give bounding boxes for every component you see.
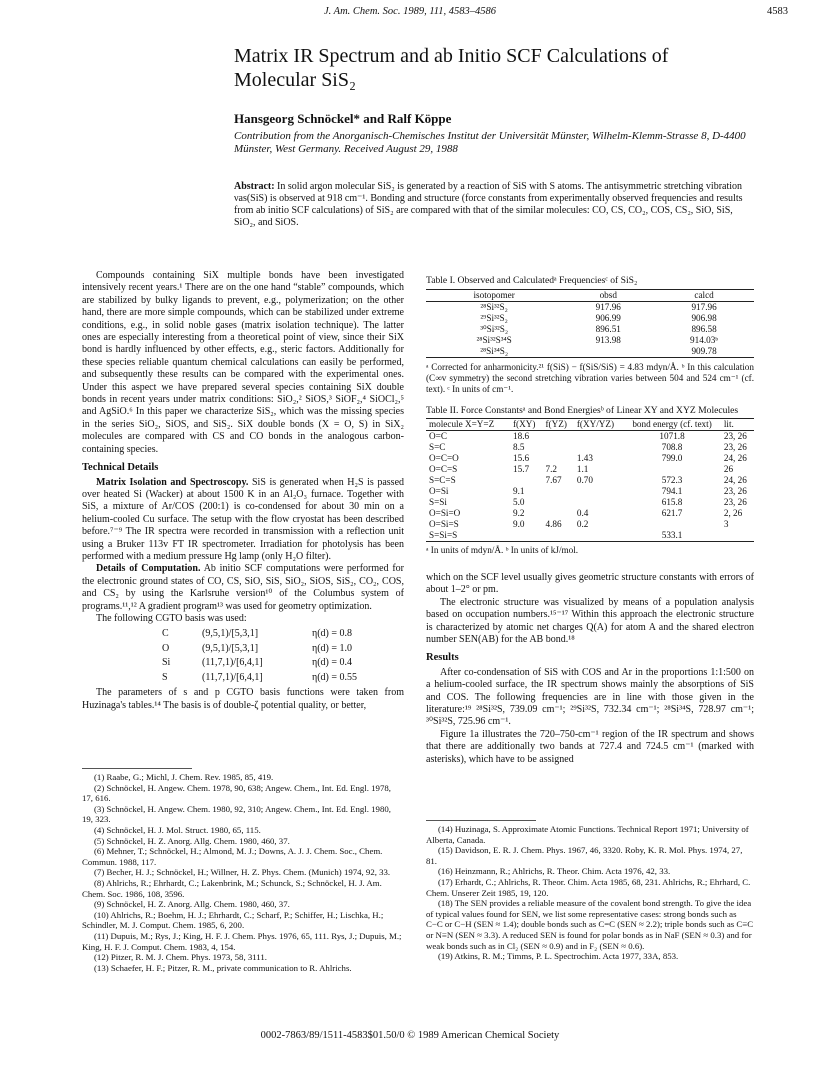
table-cell — [574, 442, 623, 453]
basis-eta: η(d) = 0.55 — [312, 671, 358, 683]
table-row — [426, 464, 754, 475]
basis-element: C — [162, 628, 169, 640]
table-cell — [543, 508, 574, 519]
table-header: isotopomer — [473, 289, 515, 300]
table-row — [426, 475, 754, 486]
table-row — [426, 431, 754, 443]
table-cell: S=C=S — [429, 475, 456, 485]
table-cell: 0.70 — [576, 475, 593, 485]
page-number: 4583 — [767, 6, 788, 17]
table-cell — [543, 431, 574, 443]
table-cell: S=Si=S — [429, 530, 458, 540]
table-cell: 708.8 — [661, 442, 683, 452]
basis-set: (11,7,1)/[6,4,1] — [202, 671, 263, 683]
basis-eta: η(d) = 0.8 — [312, 628, 353, 640]
table-cell: 26 — [723, 464, 734, 474]
table-row — [426, 508, 754, 519]
reference: (16) Heinzmann, R.; Ahlrichs, R. Theor. Chim. Acta 1976, 42, 33. — [438, 866, 671, 877]
table-row — [426, 519, 754, 530]
table-cell: 9.1 — [513, 486, 525, 496]
table-row — [426, 530, 754, 542]
reference: (9) Schnöckel, H. Z. Anorg. Allg. Chem. 1980, 460, 37. — [94, 899, 290, 910]
table-row — [426, 442, 754, 453]
table-header: f(YZ) — [545, 419, 567, 429]
basis-eta: η(d) = 1.0 — [312, 642, 353, 654]
basis-element: Si — [162, 657, 171, 669]
table-row — [426, 301, 754, 313]
table-cell: O=C=O — [429, 453, 459, 463]
table-cell: 917.96 — [595, 301, 621, 312]
matrix-label: Matrix Isolation and Spectroscopy. — [96, 476, 249, 488]
table-cell: ³⁰Si³²S₂ — [480, 323, 509, 334]
table-cell: O=C=S — [429, 464, 458, 474]
abstract-label: Abstract: — [234, 181, 275, 192]
matrix-paragraph — [82, 477, 404, 564]
results-heading: Results — [426, 652, 459, 664]
table-cell: 913.98 — [595, 334, 621, 345]
reference: (8) Ahlrichs, R.; Ehrhardt, C.; Lakenbrink, M.; Schunck, S.; Schnöckel, H. J. Am. Chem. Soc. 1986, 108, 3596. — [82, 877, 382, 899]
reference: (11) Dupuis, M.; Rys, J.; King, H. F. J. Chem. Phys. 1976, 65, 111. Rys, J.; Dupuis, M.; King, H. F. J. Comput. Chem. 1983, 4, 154. — [82, 930, 402, 952]
table-cell: 24, 26 — [723, 475, 747, 485]
reference: (3) Schnöckel, H. Angew. Chem. 1980, 92, 310; Angew. Chem., Int. Ed. Engl. 1980, 19, 323. — [82, 803, 391, 825]
table-cell: 3 — [723, 519, 729, 529]
table-cell: 7.2 — [545, 464, 557, 474]
computation-paragraph — [82, 563, 404, 613]
table-cell — [623, 519, 721, 530]
table-row — [426, 313, 754, 324]
basis-eta: η(d) = 0.4 — [312, 657, 353, 669]
table-cell: 896.51 — [595, 323, 621, 334]
reference: (5) Schnöckel, H. Z. Anorg. Allg. Chem. 1980, 460, 37. — [94, 835, 290, 846]
table2-footnote: ᵃ In units of mdyn/Å. ᵇ In units of kJ/mol. — [426, 545, 579, 555]
table1-caption: Table I. Observed and Calculatedᵃ Frequenciesᶜ of SiS₂ — [426, 275, 638, 286]
table-cell — [574, 431, 623, 443]
table-cell: 8.5 — [513, 442, 525, 452]
table-cell: 7.67 — [545, 475, 562, 485]
table-cell: 5.0 — [513, 497, 525, 507]
table-cell: 572.3 — [661, 475, 683, 485]
reference: (12) Pitzer, R. M. J. Chem. Phys. 1973, 58, 3111. — [94, 952, 267, 963]
table-cell: 0.2 — [576, 519, 589, 529]
table-cell: 23, 26 — [723, 442, 747, 452]
affiliation: Contribution from the Anorganisch-Chemisches Institut der Universität Münster, Wilhelm-Klemm-Strasse 8, D-4400 Münster, West Germany. Received August 29, 1988 — [234, 130, 746, 155]
table-row — [426, 346, 754, 358]
table-cell: O=C — [429, 431, 447, 441]
table-cell: 23, 26 — [723, 497, 747, 507]
table-cell: 9.0 — [513, 519, 525, 529]
references-left — [82, 772, 404, 973]
results-paragraph-2: Figure 1a illustrates the 720–750-cm⁻¹ region of the IR spectrum and shows that there are additionally two bands at 727.4 and 724.5 cm⁻¹ (marked with asterisks), which have to be assigned — [426, 728, 754, 765]
authors: Hansgeorg Schnöckel* and Ralf Köppe — [234, 111, 452, 126]
reference: (14) Huzinaga, S. Approximate Atomic Functions. Technical Report 1971; University of Alberta, Canada. — [426, 824, 749, 845]
running-header: J. Am. Chem. Soc. 1989, 111, 4583–4586 — [323, 6, 497, 17]
footnote-rule-left — [82, 768, 192, 769]
table-cell — [543, 486, 574, 497]
table-cell — [510, 530, 543, 542]
table-cell: ²⁹Si³²S₂ — [480, 312, 508, 323]
table-cell: 9.2 — [513, 508, 525, 518]
table-header-row — [426, 289, 754, 301]
table-cell: O=Si=S — [429, 519, 459, 529]
reference: (10) Ahlrichs, R.; Boehm, H. J.; Ehrhardt, C.; Scharf, P.; Schiffer, H.; Lischka, H.; Schindler, M. J. Comput. Chem. 1985, 6, 200. — [82, 909, 384, 931]
results-paragraph-1: After co-condensation of SiS with COS and Ar in the proportions 1:1:500 on a helium-cooled surface, the IR spectrum shows mainly the absorptions of SiS and COS. The following frequencies are in line with those given in the literature:¹⁹ ²⁸Si³²S, 739.09 cm⁻¹; ²⁹Si³²S, 732.34 cm⁻¹; ²⁸Si³⁴S, 728.97 cm⁻¹; ³⁰Si³²S, 725.96 cm⁻¹. — [426, 666, 754, 728]
reference: (17) Erhardt, C.; Ahlrichs, R. Theor. Chim. Acta 1985, 68, 231. Ahlrichs, R.; Ehrhard, C. Chem. Unserer Zeit 1985, 19, 120. — [426, 876, 751, 898]
basis-set: (9,5,1)/[5,3,1] — [202, 642, 259, 654]
table-cell: 15.7 — [513, 464, 530, 474]
table-header: calcd — [694, 289, 714, 300]
table-cell: 1071.8 — [659, 431, 685, 441]
table-cell: 917.96 — [691, 301, 717, 312]
table-cell — [510, 475, 543, 486]
reference: (19) Atkins, R. M.; Timms, P. L. Spectrochim. Acta 1977, 33A, 853. — [438, 951, 679, 962]
table-cell: 0.4 — [576, 508, 589, 518]
technical-details-heading: Technical Details — [82, 462, 159, 474]
table-cell: 615.8 — [661, 497, 683, 507]
reference: (7) Becher, H. J.; Schnöckel, H.; Willner, H. Z. Phys. Chem. (Munich) 1974, 92, 33. — [94, 867, 391, 878]
table-cell — [574, 530, 623, 542]
article-title: Matrix IR Spectrum and ab Initio SCF Calculations of Molecular SiS₂ — [234, 45, 669, 91]
table-cell: 1.43 — [576, 453, 593, 463]
table-cell — [543, 442, 574, 453]
table1 — [426, 289, 754, 358]
table-cell: ²⁸Si³²S³⁴S — [476, 334, 512, 345]
reference: (6) Mehner, T.; Schnöckel, H.; Almond, M. J.; Downs, A. J. J. Chem. Soc., Chem. Commun. 1988, 117. — [82, 846, 383, 867]
basis-after: The parameters of s and p CGTO basis functions were taken from Huzinaga's tables.¹⁴ The basis is of double-ζ potential quality, or better, — [82, 687, 404, 711]
table-cell — [721, 530, 754, 542]
table-cell — [562, 346, 654, 358]
table-cell: 799.0 — [661, 453, 683, 463]
abstract-text: In solid argon molecular SiS₂ is generated by a reaction of SiS with S atoms. The antisymmetric stretching vibration νas(SiS) is observed at 918 cm⁻¹. Bonding and structure (force constants from experimentally observed frequencies and results from ab initio SCF calculations) of SiS₂ are compared with that of the similar molecules: CO, CS, CO₂, COS, CS₂, SiO, SiS, SiO₂, and SiOS. — [234, 181, 743, 228]
basis-set: (11,7,1)/[6,4,1] — [202, 657, 263, 669]
left-column — [82, 270, 404, 712]
table-header: obsd — [599, 289, 617, 300]
table-header: lit. — [723, 419, 734, 429]
table-cell: 909.78 — [691, 345, 717, 356]
table-cell: 906.99 — [595, 312, 621, 323]
table-header: f(XY/YZ) — [576, 419, 615, 429]
table-cell: O=Si — [429, 486, 449, 496]
electronic-paragraph: The electronic structure was visualized by means of a population analysis based on occupation numbers.¹⁵⁻¹⁷ Within this approach the electronic structure is characterized by atomic net charges Q(A) for atom A and the shared electron number SEN(AB) for the AB bond.¹⁸ — [426, 596, 754, 646]
reference: (13) Schaefer, H. F.; Pitzer, R. M., private communication to R. Ahlrichs. — [94, 962, 352, 973]
table-header-row — [426, 419, 754, 431]
table-header: bond energy (cf. text) — [632, 419, 712, 429]
table-cell — [574, 497, 623, 508]
basis-list — [162, 627, 404, 685]
table-row — [426, 453, 754, 464]
table-cell: 896.58 — [691, 323, 717, 334]
right-column — [426, 275, 754, 766]
table-cell: ²⁸Si³⁴S₂ — [480, 345, 509, 356]
computation-label: Details of Computation. — [96, 563, 201, 575]
table-cell — [574, 486, 623, 497]
table-cell — [543, 497, 574, 508]
table-cell: 794.1 — [661, 486, 683, 496]
table-cell — [543, 453, 574, 464]
table-cell: 15.6 — [513, 453, 530, 463]
basis-intro: The following CGTO basis was used: — [96, 612, 247, 624]
abstract — [234, 181, 754, 229]
basis-element: S — [162, 671, 168, 683]
table-cell: O=Si=O — [429, 508, 461, 518]
table-header: molecule X=Y=Z — [429, 419, 495, 429]
table-cell: 906.98 — [691, 312, 717, 323]
references-right — [426, 824, 754, 962]
copyright-footer: 0002-7863/89/1511-4583$01.50/0 © 1989 American Chemical Society — [260, 1030, 560, 1041]
reference: (4) Schnöckel, H. J. Mol. Struct. 1980, 65, 115. — [94, 824, 261, 835]
scf-paragraph: which on the SCF level usually gives geometric structure constants with errors of about 1–2° or pm. — [426, 572, 754, 596]
intro-paragraph: Compounds containing SiX multiple bonds have been investigated intensively recent years.¹ There are on the one hand “stable” compounds, which are stabilized by bulky ligands to prevent, e.g., polymerization; on the other hand, there are more simple compounds, which can be stabilized under extreme conditions, e.g., in solid noble gases (matrix isolation technique). The latter ones are especially interesting from a theoretical point of view, since their SiX bond is hardly influenced by other effects, e.g., steric factors. Additionally for these species reliable quantum chemical calculations can easily be performed, and subsequently these results can be compared with the experimental ones. Under this aspect we have prepared several species containing SiX double bonds in recent years under matrix conditions: SiO₂,² SiOS,³ SiOF₂,⁴ SiOCl₂,⁵ and AgSiO.⁶ In this paper we characterize SiS₂, which was the missing species in the series SiO₂, SiOS, and SiS₂. SiX double bonds (X = O, S) in SiX₂ molecules are compared with CS and CO bonds in the analogous carbon-containing species. — [82, 270, 404, 455]
table-cell: 621.7 — [661, 508, 683, 518]
reference: (18) The SEN provides a reliable measure of the covalent bond strength. To give the idea of typical values found for SEN, we list some representative cases: strong bonds such as C−C or C−H (SEN ≈ 1.4); double bonds such as C=C (SEN ≈ 2.2); triple bonds such as C≡C or N≡N (SEN ≈ 3.3). A reduced SEN is found for polar bonds as in NaF (SEN ≈ 0.3) and for weak bonds such as in Cl₂ (SEN ≈ 0.9) and in F₂ (SEN ≈ 0.6). — [426, 898, 754, 951]
computation-text: Ab initio SCF computations were performed for the electronic ground states of CO, CS, SiO, SiS, SiO₂, SiOS, SiS₂, CO₂, COS, and CS₂ by using the Karlsruhe version¹⁰ of the Columbus system of programs.¹¹,¹² A gradient program¹³ was used for geometry optimization. — [82, 563, 404, 612]
table-cell: 24, 26 — [723, 453, 747, 463]
table-row — [426, 497, 754, 508]
reference: (15) Davidson, E. R. J. Chem. Phys. 1967, 46, 3320. Roby, K. R. Mol. Phys. 1974, 27, 81. — [426, 845, 743, 866]
basis-set: (9,5,1)/[5,3,1] — [202, 628, 259, 640]
table-cell: 533.1 — [661, 530, 683, 540]
table-row — [426, 486, 754, 497]
matrix-text: SiS is generated when H₂S is passed over heated Si (Wacker) at about 1500 K in an Al₂O₃ furnace. Together with SiS, a mixture of Ar/COS (200:1) is co-condensed for about 30 min on a helium-cooled Cu surface. The setup with the flow cryostat has been described before.⁷⁻⁹ The IR spectra were recorded in transmission with a reflection unit using a Bruker 113v FT IR spectrometer. Irradiation for photolysis has been performed with a medium pressure Hg lamp (only H₂O filter). — [82, 476, 405, 562]
reference: (1) Raabe, G.; Michl, J. Chem. Rev. 1985, 85, 419. — [94, 772, 274, 782]
reference: (2) Schnöckel, H. Angew. Chem. 1978, 90, 638; Angew. Chem., Int. Ed. Engl. 1978, 17, 616. — [82, 782, 391, 804]
table1-footnote: ᵃ Corrected for anharmonicity.²¹ f(SiS) − f(SiS/SiS) = 4.83 mdyn/Å. ᵇ In this calculation (C∞v symmetry) the second stretching vibration varies between 504 and 524 cm⁻¹ (cf. text). ᶜ In units of cm⁻¹. — [426, 361, 754, 394]
table-cell: 23, 26 — [723, 486, 747, 496]
table-cell: 2, 26 — [723, 508, 743, 518]
table-cell: 4.86 — [545, 519, 562, 529]
table-cell: 18.6 — [513, 431, 530, 441]
table-cell: ²⁸Si³²S₂ — [480, 301, 508, 312]
basis-element: O — [162, 642, 170, 654]
table2-caption: Table II. Force Constantsᵃ and Bond Energiesᵇ of Linear XY and XYZ Molecules — [426, 404, 739, 416]
table-header: f(XY) — [513, 419, 536, 429]
table-cell: 914.03ᵇ — [690, 334, 719, 345]
table-cell: S=Si — [429, 497, 447, 507]
table-cell — [543, 530, 574, 542]
table-cell: S=C — [429, 442, 446, 452]
table-cell: 23, 26 — [723, 431, 747, 441]
table-row — [426, 335, 754, 346]
table-cell — [623, 464, 721, 475]
table-row — [426, 324, 754, 335]
table2 — [426, 418, 754, 542]
table-cell: 1.1 — [576, 464, 589, 474]
footnote-rule-right — [426, 820, 536, 821]
